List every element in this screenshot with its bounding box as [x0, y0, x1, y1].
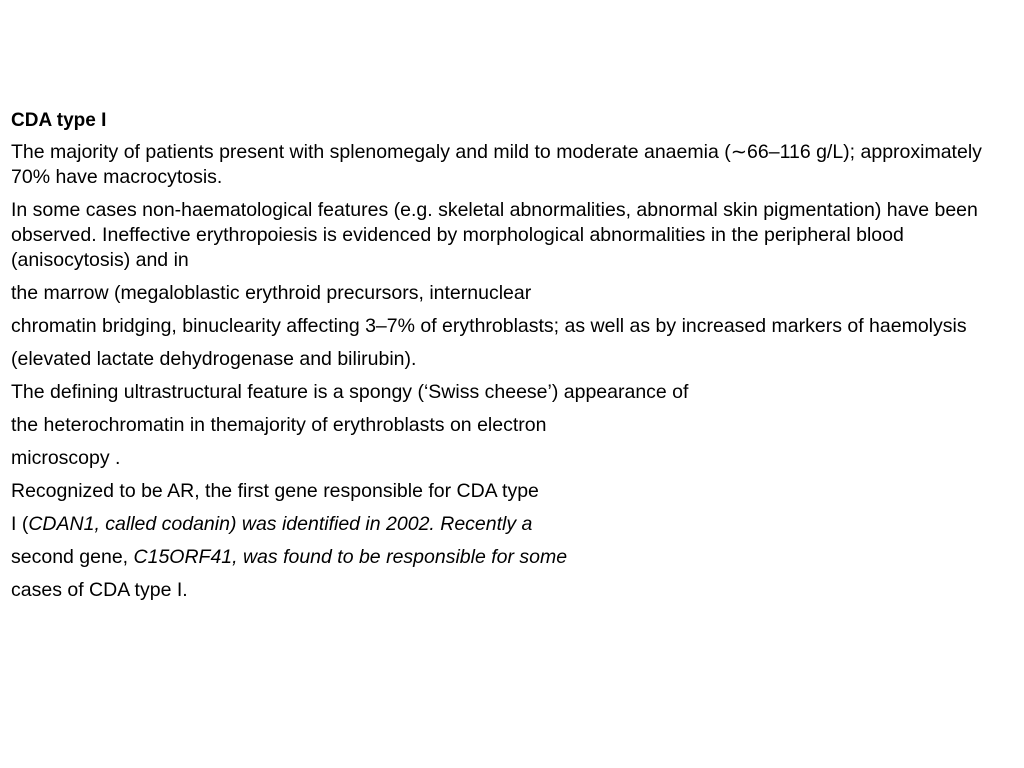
paragraph-heterochromatin: the heterochromatin in themajority of erythroblasts on electron [11, 414, 547, 436]
gene-2-prefix: second gene, [11, 546, 134, 568]
gene-1-prefix: I ( [11, 513, 29, 535]
gene-2-italic: C15ORF41, was found to be responsible for some [133, 546, 568, 568]
paragraph-last: cases of CDA type I. [11, 579, 188, 601]
paragraph-lactate: (elevated lactate dehydrogenase and bilirubin). [11, 348, 417, 370]
paragraph-gene-2 [11, 545, 1015, 570]
paragraph-ultrastructural: The defining ultrastructural feature is a spongy (‘Swiss cheese’) appearance of [11, 381, 689, 403]
slide-content [11, 108, 1015, 611]
paragraph-gene-1 [11, 512, 1015, 537]
paragraph-microscopy: microscopy . [11, 447, 121, 469]
paragraph-chromatin: chromatin bridging, binuclearity affecting 3–7% of erythroblasts; as well as by increased markers of haemolysis [11, 315, 967, 337]
paragraph-non-haematological: In some cases non-haematological features (e.g. skeletal abnormalities, abnormal skin pigmentation) have been observed. Ineffective erythropoiesis is evidenced by morphological abnormalities in the peripheral blood (anisocytosis) and in [11, 199, 978, 271]
paragraph-recognized: Recognized to be AR, the first gene responsible for CDA type [11, 480, 539, 502]
slide-heading: CDA type I [11, 110, 107, 131]
paragraph-presentation: The majority of patients present with splenomegaly and mild to moderate anaemia (∼66–116 g/L); approximately 70% have macrocytosis. [11, 141, 982, 188]
gene-1-italic: CDAN1, called codanin) was identified in 2002. Recently a [28, 513, 533, 535]
paragraph-marrow: the marrow (megaloblastic erythroid precursors, internuclear [11, 282, 532, 304]
